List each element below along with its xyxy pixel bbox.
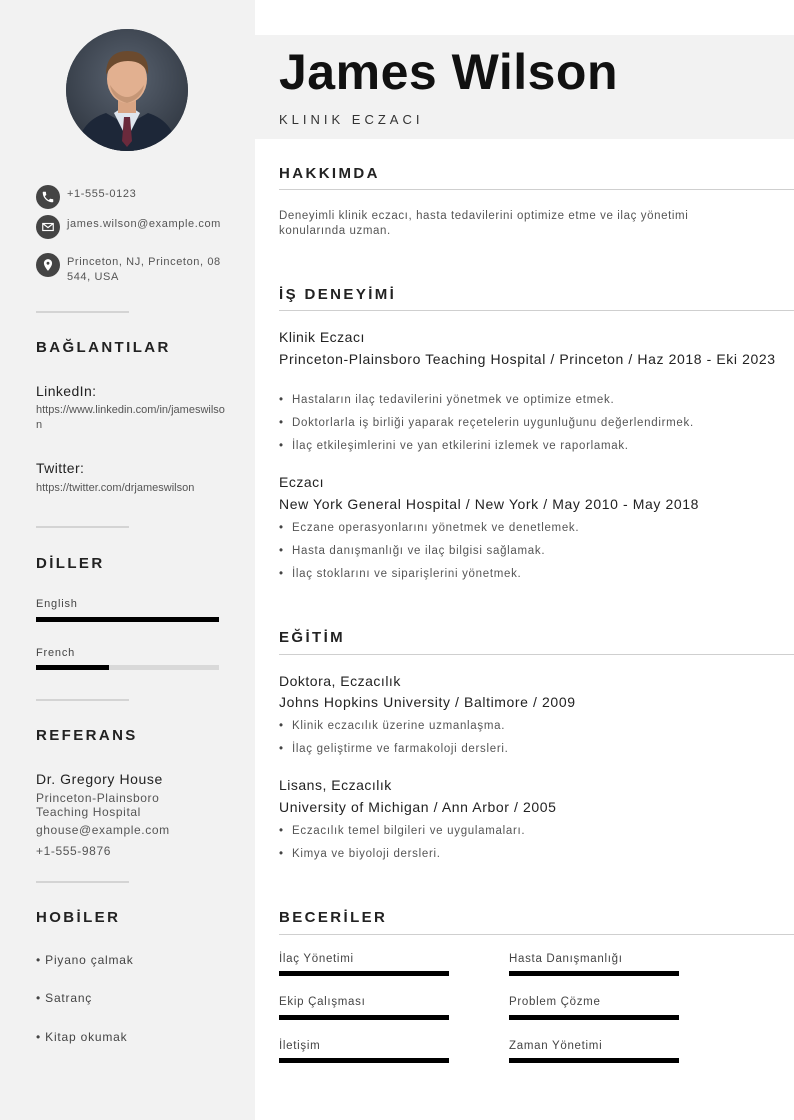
skill-name: Zaman Yönetimi [509, 1040, 603, 1052]
avatar [66, 29, 188, 151]
page-title: James Wilson [279, 44, 619, 100]
sidebar [0, 0, 255, 1120]
school: Johns Hopkins University / Baltimore / 2009 [279, 694, 576, 710]
divider [36, 311, 129, 313]
contact-phone [36, 185, 226, 209]
hobby-item: • Piyano çalmak [36, 953, 134, 967]
phone-text: +1-555-0123 [67, 188, 137, 200]
education-bullet: • İlaç geliştirme ve farmakoloji dersleri. [279, 743, 779, 755]
skill-name: Hasta Danışmanlığı [509, 953, 623, 965]
about-heading: HAKKIMDA [279, 165, 380, 182]
education-bullet: • Klinik eczacılık üzerine uzmanlaşma. [279, 720, 779, 732]
divider [36, 881, 129, 883]
divider [36, 526, 129, 528]
about-text: Deneyimli klinik eczacı, hasta tedavilerini optimize etme ve ilaç yönetimi konularında uzman. [279, 210, 689, 237]
reference-name: Dr. Gregory House [36, 771, 163, 787]
hobby-item: • Kitap okumak [36, 1030, 128, 1044]
skill-name: Problem Çözme [509, 996, 601, 1008]
reference-email[interactable]: ghouse@example.com [36, 823, 170, 837]
job-title-subtitle: KLINIK ECZACI [279, 112, 424, 127]
section-rule [279, 189, 794, 190]
job-title: Eczacı [279, 474, 325, 490]
job-bullet: • İlaç etkileşimlerini ve yan etkilerini izlemek ve raporlamak. [279, 440, 779, 452]
linkedin-label: LinkedIn: [36, 383, 97, 399]
job-bullet: • Hasta danışmanlığı ve ilaç bilgisi sağlamak. [279, 545, 779, 557]
reference-phone: +1-555-9876 [36, 844, 111, 858]
education-heading: EĞİTİM [279, 629, 346, 646]
experience-heading: İŞ DENEYİMİ [279, 286, 397, 303]
email-text[interactable]: james.wilson@example.com [67, 218, 221, 230]
job-bullet: • Hastaların ilaç tedavilerini yönetmek ve optimize etmek. [279, 394, 779, 406]
mail-icon [36, 215, 60, 239]
twitter-link[interactable]: https://twitter.com/drjameswilson [36, 482, 195, 494]
skill-name: İlaç Yönetimi [279, 953, 354, 965]
hobby-label: Piyano çalmak [45, 953, 134, 967]
skill-level-bar [509, 971, 679, 976]
degree: Doktora, Eczacılık [279, 673, 401, 689]
degree: Lisans, Eczacılık [279, 777, 392, 793]
location-pin-icon [36, 253, 60, 277]
hobby-label: Kitap okumak [45, 1030, 128, 1044]
contact-address [36, 253, 226, 285]
references-heading: REFERANS [36, 727, 138, 744]
job-bullet: • İlaç stoklarını ve siparişlerini yönetmek. [279, 568, 779, 580]
job-organization: Princeton-Plainsboro Teaching Hospital / Princeton / Haz 2018 - Eki 2023 [279, 351, 776, 367]
hobby-label: Satranç [45, 991, 93, 1005]
main-content [255, 0, 794, 1120]
job-bullet: • Eczane operasyonlarını yönetmek ve denetlemek. [279, 522, 779, 534]
address-text: Princeton, NJ, Princeton, 08544, USA [67, 256, 221, 283]
job-title: Klinik Eczacı [279, 329, 365, 345]
reference-organization: Princeton-Plainsboro Teaching Hospital [36, 791, 160, 819]
language-name: French [36, 647, 76, 659]
linkedin-link[interactable]: https://www.linkedin.com/in/jameswilson [36, 404, 225, 431]
education-bullet: • Eczacılık temel bilgileri ve uygulamaları. [279, 825, 779, 837]
skill-level-bar [279, 1015, 449, 1020]
links-heading: BAĞLANTILAR [36, 339, 171, 356]
skill-level-bar [279, 971, 449, 976]
section-rule [279, 934, 794, 935]
language-level-bar [36, 617, 219, 622]
skill-name: İletişim [279, 1040, 321, 1052]
hobbies-heading: HOBİLER [36, 909, 121, 926]
language-level-bar [36, 665, 219, 670]
languages-heading: DİLLER [36, 555, 105, 572]
language-level-fill [36, 617, 219, 622]
skill-level-bar [509, 1058, 679, 1063]
phone-icon [36, 185, 60, 209]
skill-name: Ekip Çalışması [279, 996, 366, 1008]
language-level-fill [36, 665, 109, 670]
language-name: English [36, 598, 78, 610]
education-bullet: • Kimya ve biyoloji dersleri. [279, 848, 779, 860]
job-bullet: • Doktorlarla iş birliği yaparak reçetelerin uygunluğunu değerlendirmek. [279, 417, 779, 429]
school: University of Michigan / Ann Arbor / 2005 [279, 799, 557, 815]
contact-email [36, 215, 226, 239]
skill-level-bar [279, 1058, 449, 1063]
divider [36, 699, 129, 701]
portrait-image [66, 29, 188, 151]
skill-level-bar [509, 1015, 679, 1020]
job-organization: New York General Hospital / New York / May 2010 - May 2018 [279, 496, 699, 512]
section-rule [279, 310, 794, 311]
section-rule [279, 654, 794, 655]
hobby-item: • Satranç [36, 991, 93, 1005]
skills-heading: BECERİLER [279, 909, 388, 926]
twitter-label: Twitter: [36, 460, 85, 476]
